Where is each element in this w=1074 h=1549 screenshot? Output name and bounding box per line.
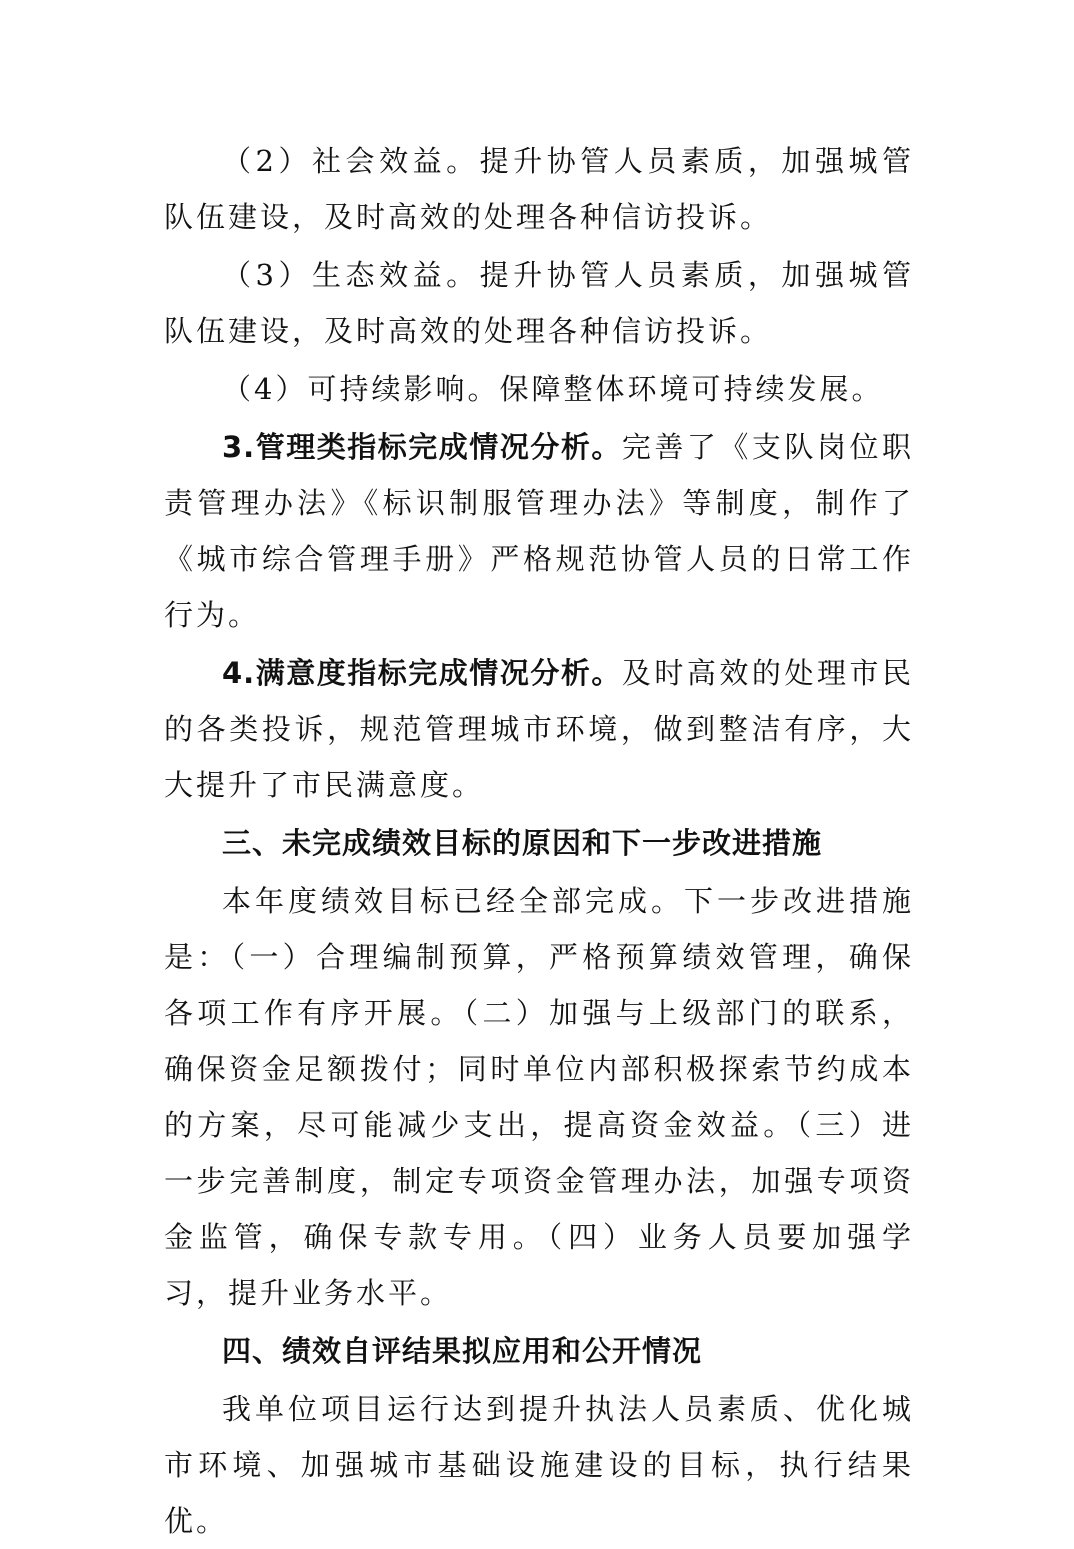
management-indicator-paragraph [164, 419, 914, 643]
section-three-heading: 三、未完成绩效目标的原因和下一步改进措施 [222, 826, 823, 860]
sustainability-paragraph: （4）可持续影响。保障整体环境可持续发展。 [222, 372, 884, 406]
satisfaction-indicator-title: 4.满意度指标完成情况分析。 [222, 656, 622, 690]
self-evaluation-result-paragraph: 我单位项目运行达到提升执法人员素质、优化城市环境、加强城市基础设施建设的目标，执行结果优。 [164, 1392, 914, 1538]
social-benefit-paragraph: （2）社会效益。提升协管人员素质，加强城管队伍建设，及时高效的处理各种信访投诉。 [164, 144, 914, 234]
management-indicator-text: 完善了《支队岗位职责管理办法》《标识制服管理办法》等制度，制作了《城市综合管理手册》严格规范协管人员的日常工作行为。 [164, 430, 914, 632]
satisfaction-indicator-paragraph [164, 645, 914, 813]
ecological-benefit-paragraph: （3）生态效益。提升协管人员素质，加强城管队伍建设，及时高效的处理各种信访投诉。 [164, 258, 914, 348]
management-indicator-title: 3.管理类指标完成情况分析。 [222, 430, 622, 464]
section-four-heading: 四、绩效自评结果拟应用和公开情况 [222, 1334, 703, 1368]
document-body [164, 133, 914, 1549]
improvement-measures-paragraph: 本年度绩效目标已经全部完成。下一步改进措施是：（一）合理编制预算，严格预算绩效管理，确保各项工作有序开展。（二）加强与上级部门的联系，确保资金足额拨付；同时单位内部积极探索节约成本的方案，尽可能减少支出，提高资金效益。（三）进一步完善制度，制定专项资金管理办法，加强专项资金监管，确保专款专用。（四）业务人员要加强学习，提升业务水平。 [164, 884, 914, 1310]
satisfaction-indicator-text: 及时高效的处理市民的各类投诉，规范管理城市环境，做到整洁有序，大大提升了市民满意度。 [164, 656, 914, 802]
